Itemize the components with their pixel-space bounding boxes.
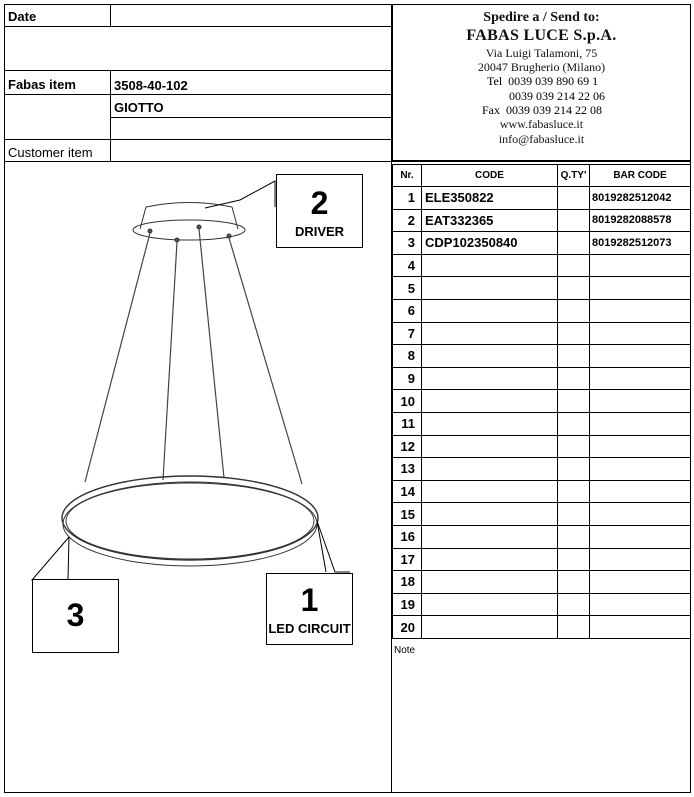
header-barcode: BAR CODE — [590, 165, 691, 187]
table-row — [393, 458, 691, 481]
row-qty — [558, 187, 590, 210]
table-row — [393, 299, 691, 322]
callout-driver — [276, 174, 363, 248]
row-qty — [558, 525, 590, 548]
row-barcode — [590, 458, 691, 481]
tel-number-2: 0039 039 214 22 06 — [509, 89, 605, 103]
table-row — [393, 232, 691, 255]
date-label: Date — [8, 9, 37, 24]
table-row — [393, 345, 691, 368]
row-qty — [558, 367, 590, 390]
row-barcode — [590, 299, 691, 322]
row-qty — [558, 209, 590, 232]
led-ring — [62, 476, 318, 566]
table-row — [393, 480, 691, 503]
row-barcode — [590, 412, 691, 435]
fabas-item-label: Fabas item — [8, 77, 76, 92]
row-barcode — [590, 616, 691, 639]
row-qty — [558, 593, 590, 616]
row-code — [422, 254, 558, 277]
row-code — [422, 480, 558, 503]
row-barcode — [590, 593, 691, 616]
row-nr: 2 — [393, 209, 422, 232]
row-nr: 6 — [393, 299, 422, 322]
row-qty — [558, 390, 590, 413]
tel-number-1: 0039 039 890 69 1 — [508, 74, 599, 88]
table-row — [393, 209, 691, 232]
address-city: 20047 Brugherio (Milano) — [477, 60, 606, 74]
fabas-item-code: 3508-40-102 — [114, 78, 188, 93]
row-nr: 7 — [393, 322, 422, 345]
fabas-item-name: GIOTTO — [114, 100, 164, 115]
row-nr: 20 — [393, 616, 422, 639]
note-label: Note — [394, 645, 416, 656]
row-barcode — [590, 322, 691, 345]
row-nr: 12 — [393, 435, 422, 458]
table-row — [393, 254, 691, 277]
row-code — [422, 435, 558, 458]
row-nr: 11 — [393, 412, 422, 435]
callout-ring-number: 3 — [66, 597, 85, 633]
address-street: Via Luigi Talamoni, 75 — [485, 46, 598, 60]
row-barcode — [590, 571, 691, 594]
callout-led-circuit — [266, 573, 353, 645]
row-barcode — [590, 277, 691, 300]
row-barcode — [590, 345, 691, 368]
row-nr: 8 — [393, 345, 422, 368]
row-code — [422, 548, 558, 571]
fax-number: 0039 039 214 22 08 — [506, 103, 602, 117]
table-row — [393, 503, 691, 526]
row-code — [422, 367, 558, 390]
row-qty — [558, 254, 590, 277]
row-nr: 10 — [393, 390, 422, 413]
row-qty — [558, 322, 590, 345]
row-barcode — [590, 548, 691, 571]
row-code — [422, 412, 558, 435]
row-nr: 5 — [393, 277, 422, 300]
table-row — [393, 525, 691, 548]
fax-label: Fax — [482, 103, 500, 117]
company-name: FABAS LUCE S.p.A. — [466, 27, 617, 44]
row-qty — [558, 435, 590, 458]
row-nr: 9 — [393, 367, 422, 390]
row-nr: 1 — [393, 187, 422, 210]
table-row — [393, 322, 691, 345]
row-barcode — [590, 480, 691, 503]
row-qty — [558, 548, 590, 571]
row-barcode: 8019282512042 — [590, 187, 691, 210]
row-code — [422, 503, 558, 526]
row-qty — [558, 232, 590, 255]
row-code: ELE350822 — [422, 187, 558, 210]
row-nr: 19 — [393, 593, 422, 616]
table-row — [393, 367, 691, 390]
row-nr: 14 — [393, 480, 422, 503]
callout-led-caption: LED CIRCUIT — [268, 621, 351, 636]
row-code — [422, 593, 558, 616]
row-barcode — [590, 367, 691, 390]
tel-label: Tel — [487, 74, 503, 88]
parts-table — [392, 164, 691, 639]
send-to-heading: Spedire a / Send to: — [483, 10, 600, 25]
table-row — [393, 435, 691, 458]
row-nr: 15 — [393, 503, 422, 526]
row-qty — [558, 503, 590, 526]
customer-item-label: Customer item — [8, 145, 93, 160]
callout-ring — [32, 579, 119, 653]
callout-driver-caption: DRIVER — [294, 224, 345, 239]
row-nr: 13 — [393, 458, 422, 481]
email: info@fabasluce.it — [498, 132, 585, 146]
suspension-cables — [85, 229, 302, 484]
tel-line-1 — [487, 74, 598, 89]
row-barcode — [590, 254, 691, 277]
row-code — [422, 525, 558, 548]
row-qty — [558, 458, 590, 481]
header-qty: Q.TY' — [558, 165, 590, 187]
header-nr: Nr. — [393, 165, 422, 187]
row-code — [422, 458, 558, 481]
row-code — [422, 299, 558, 322]
table-row — [393, 390, 691, 413]
row-nr: 17 — [393, 548, 422, 571]
row-barcode — [590, 435, 691, 458]
row-code — [422, 616, 558, 639]
table-row — [393, 548, 691, 571]
row-code — [422, 571, 558, 594]
row-qty — [558, 299, 590, 322]
table-row — [393, 616, 691, 639]
row-qty — [558, 571, 590, 594]
row-qty — [558, 277, 590, 300]
row-code — [422, 345, 558, 368]
table-row — [393, 571, 691, 594]
parts-table-header — [393, 165, 691, 187]
website: www.fabasluce.it — [499, 117, 584, 131]
callout-led-number: 1 — [300, 582, 319, 618]
row-barcode — [590, 390, 691, 413]
row-nr: 16 — [393, 525, 422, 548]
table-row — [393, 277, 691, 300]
row-barcode — [590, 525, 691, 548]
row-qty — [558, 412, 590, 435]
row-qty — [558, 345, 590, 368]
header-code: CODE — [422, 165, 558, 187]
row-nr: 4 — [393, 254, 422, 277]
row-code — [422, 390, 558, 413]
table-row — [393, 593, 691, 616]
table-row — [393, 412, 691, 435]
row-qty — [558, 480, 590, 503]
row-code: EAT332365 — [422, 209, 558, 232]
row-code — [422, 322, 558, 345]
callout-driver-number: 2 — [310, 185, 329, 221]
row-barcode: 8019282512073 — [590, 232, 691, 255]
row-code: CDP102350840 — [422, 232, 558, 255]
row-barcode: 8019282088578 — [590, 209, 691, 232]
row-nr: 18 — [393, 571, 422, 594]
row-barcode — [590, 503, 691, 526]
row-qty — [558, 616, 590, 639]
table-row — [393, 187, 691, 210]
fax-line — [482, 103, 602, 118]
row-nr: 3 — [393, 232, 422, 255]
row-code — [422, 277, 558, 300]
